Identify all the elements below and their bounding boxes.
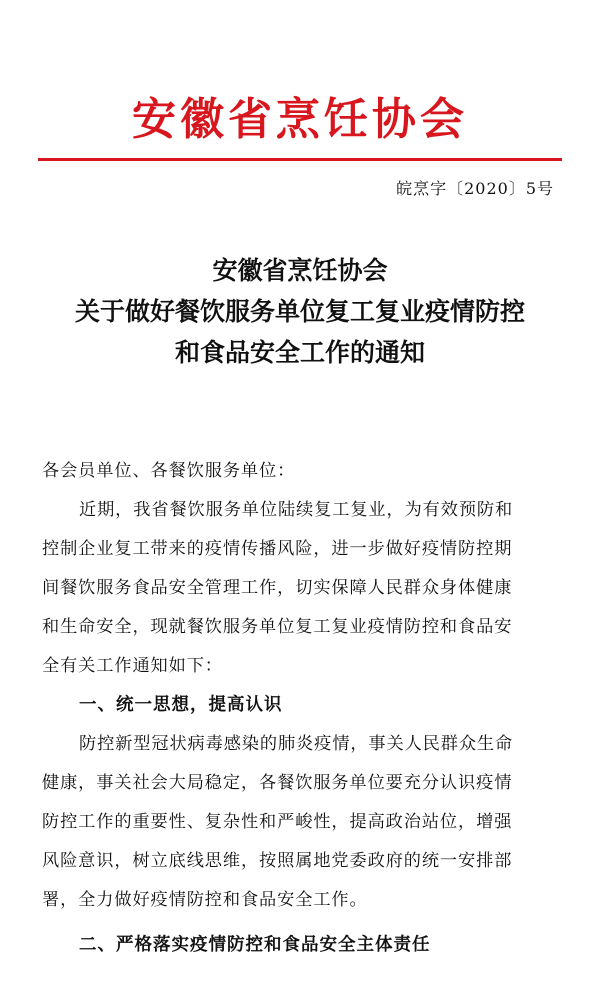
letterhead-red-rule [38, 158, 562, 161]
salutation: 各会员单位、各餐饮服务单位： [42, 461, 296, 481]
title-line-3: 和食品安全工作的通知 [174, 338, 425, 367]
section-1-heading: 一、统一思想，提高认识 [79, 695, 283, 715]
section-2-heading: 二、严格落实疫情防控和食品安全主体责任 [79, 935, 431, 955]
section-1-line: 署，全力做好疫情防控和食品安全工作。 [42, 890, 368, 910]
title-line-1: 安徽省烹饪协会 [212, 256, 388, 285]
intro-line: 和生命安全，现就餐饮服务单位复工复业疫情防控和食品安 [42, 617, 513, 637]
intro-line: 近期，我省餐饮服务单位陆续复工复业，为有效预防和 [79, 500, 514, 520]
intro-line: 间餐饮服务食品安全管理工作，切实保障人民群众身体健康 [42, 578, 513, 598]
title-line-2: 关于做好餐饮服务单位复工复业疫情防控 [74, 297, 525, 326]
document-number: 皖烹字〔2020〕5号 [396, 179, 554, 198]
notice-title [0, 250, 600, 373]
section-1-line: 防控新型冠状病毒感染的肺炎疫情，事关人民群众生命 [79, 734, 514, 754]
intro-line: 全有关工作通知如下： [42, 656, 223, 676]
letterhead-organization: 安徽省烹饪协会 [132, 94, 468, 145]
section-1-line: 风险意识，树立底线思维，按照属地党委政府的统一安排部 [42, 851, 513, 871]
section-1-line: 健康，事关社会大局稳定，各餐饮服务单位要充分认识疫情 [42, 773, 513, 793]
notice-body [42, 452, 572, 965]
intro-line: 控制企业复工带来的疫情传播风险，进一步做好疫情防控期 [42, 539, 513, 559]
section-1-line: 防控工作的重要性、复杂性和严峻性，提高政治站位，增强 [42, 812, 513, 832]
